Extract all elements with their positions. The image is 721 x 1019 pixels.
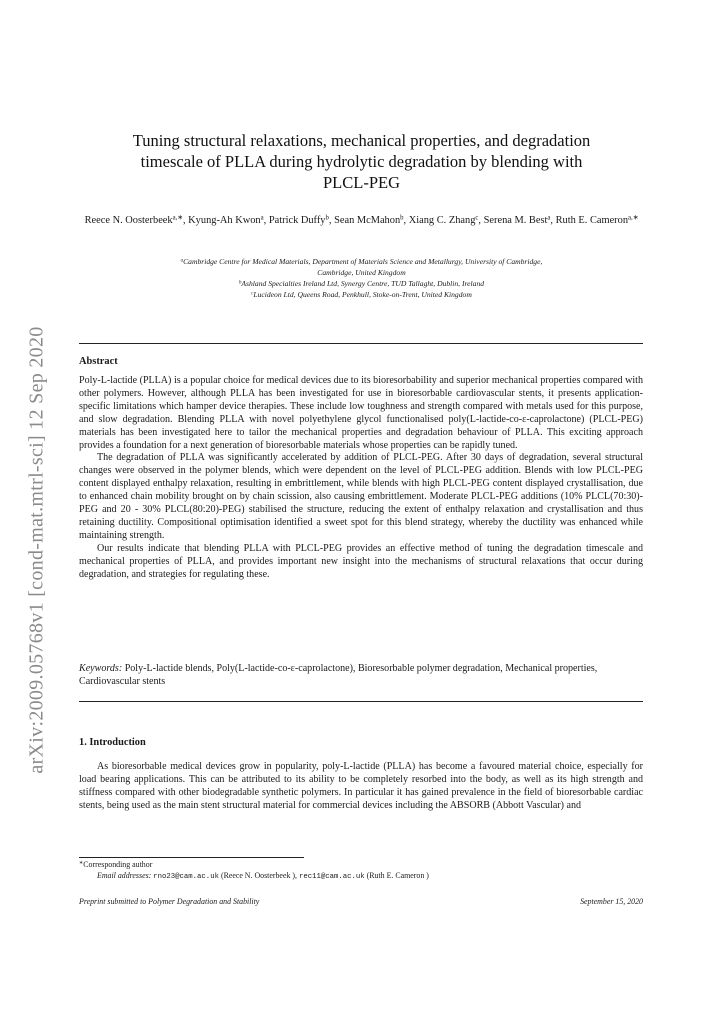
author [188,215,269,226]
author-affiliation-mark: a [260,214,264,222]
affiliation-text: Cambridge Centre for Medical Materials, Department of Materials Science and Metallurgy, University of Cambridge, [183,257,543,266]
email-link[interactable]: rno23@cam.ac.uk [153,872,219,881]
abstract-bottom-rule [79,701,643,702]
preprint-date: September 15, 2020 [580,897,643,906]
author-separator: , [403,215,409,226]
footnote-mark: ∗ [79,860,84,867]
keywords-text: Poly-L-lactide blends, Poly(L-lactide-co-ε-caprolactone), Bioresorbable polymer degradation, Mechanical properties, Cardiovascular stents [79,663,598,687]
title-line: PLCL-PEG [322,173,400,192]
affiliation-text: Lucideon Ltd, Queens Road, Penkhull, Stoke-on-Trent, United Kingdom [253,290,472,299]
abstract-paragraph: The degradation of PLLA was significantly accelerated by addition of PLCL-PEG. After 30 days of degradation, several structural changes were observed in the polymer blends, which were dependent on the level of PLCL-PEG addition. Blends with low PLCL-PEG content displayed enthalpy relaxation, resulting in embrittlement, while blends with high PLCL-PEG content displayed crystallisation, due to enhanced chain mobility brought on by chain scission, also causing embrittlement. Moderate PLCL-PEG additions (10% PLCL(70:30)-PEG and 20 - 30% PLCL(80:20)-PEG) stabilised the structure, reducing the extent of enthalpy relaxation and crystallisation and thus retaining ductility. Compositional optimisation identified a sweet spot for this blend strategy, whereby the ductility was enhanced while maintaining strength. [79,452,643,541]
preprint-note: Preprint submitted to Polymer Degradation and Stability [79,897,260,906]
author-name: Serena M. Best [483,215,548,226]
author-list [80,213,643,228]
author-separator: , [182,215,189,226]
email-label: Email addresses: [97,870,152,880]
keywords-label: Keywords: [79,663,123,674]
author-name: Xiang C. Zhang [408,215,476,226]
footnote-rule [79,857,304,858]
corresponding-author-note [79,860,429,871]
affiliation [80,278,643,289]
abstract-heading: Abstract [79,356,118,367]
abstract-body [79,375,643,582]
author-affiliation-mark: b [400,214,404,222]
email-owner: (Ruth E. Cameron ) [366,870,429,880]
author-name: Reece N. Oosterbeek [84,215,173,226]
author-affiliation-mark: a,∗ [172,214,183,222]
author [269,215,334,226]
abstract-paragraph: Poly-L-lactide (PLLA) is a popular choice for medical devices due to its bioresorbability and superior mechanical properties compared with other polymers. However, although PLLA has been investigated for use in bioresorbable cardiovascular stents, it presents application-specific limitations which hamper device therapies. These include low toughness and strength compared with metals used for this purpose, and slow degradation. Blending PLLA with novel polyethylene glycol functionalised poly(L-lactide-co-ε-caprolactone) (PLCL-PEG) materials has been investigated here to tailor the mechanical properties and degradation behaviour of PLLA. This exciting approach provides a foundation for a next generation of bioresorbable materials whose properties can be rapidly tuned. [79,375,643,451]
title-line: Tuning structural relaxations, mechanical properties, and degradation [132,131,591,150]
author-separator: , [328,215,335,226]
author-name: Sean McMahon [334,215,401,226]
affiliation-continuation: Cambridge, United Kingdom [317,268,406,277]
section-heading-introduction: 1. Introduction [79,737,146,748]
author-separator: , [550,215,556,226]
title-line: timescale of PLLA during hydrolytic degradation by blending with [140,152,583,171]
abstract-top-rule [79,343,643,344]
author-name: Ruth E. Cameron [555,215,629,226]
email-addresses-note [79,871,429,883]
author [484,215,556,226]
author-affiliation-mark: b [325,214,329,222]
paper-title [80,130,643,193]
abstract-paragraph: Our results indicate that blending PLLA with PLCL-PEG provides an effective method of tuning the degradation timescale and mechanical properties of PLLA, and provides important new insight into the mechanisms of structural relaxations that occur during degradation, and strategies for regulating these. [79,542,643,580]
author [85,215,189,226]
email-link[interactable]: rec11@cam.ac.uk [298,872,365,881]
author [556,215,639,226]
keywords [79,663,643,689]
introduction-paragraph: As bioresorbable medical devices grow in popularity, poly-L-lactide (PLLA) has become a favoured material choice, especially for load bearing applications. This can be attributed to its ability to be completely resorbed into the body, as well as its high strength and stiffness compared with other biodegradable synthetic polymers. In particular it has gained prevalence in the field of bioresorbable cardiac stents, being used as the main stent structural material for commercial devices including the ABSORB (Abbott Vascular) and [79,761,643,812]
author [334,215,409,226]
author-affiliation-mark: a,∗ [628,214,639,222]
footnotes [79,860,429,882]
arxiv-identifier-stamp: arXiv:2009.05768v1 [cond-mat.mtrl-sci] 12 Sep 2020 [25,326,48,774]
affiliation-mark: c [251,291,254,297]
affiliation-list [80,256,643,300]
email-owner: (Reece N. Oosterbeek ), [220,870,297,880]
author [409,215,484,226]
affiliation [80,256,643,267]
affiliation-text: Ashland Specialties Ireland Ltd, Synergy Centre, TUD Tallaght, Dublin, Ireland [241,279,485,288]
author-affiliation-mark: c [475,214,479,222]
author-affiliation-mark: a [547,214,551,222]
author-name: Kyung-Ah Kwon [188,215,261,226]
author-name: Patrick Duffy [268,215,326,226]
corresponding-author-text: Corresponding author [83,860,153,869]
affiliation [80,289,643,300]
author-separator: , [263,215,269,226]
author-separator: , [478,215,484,226]
affiliation-mark: b [238,280,242,286]
affiliation-mark: a [180,258,184,264]
